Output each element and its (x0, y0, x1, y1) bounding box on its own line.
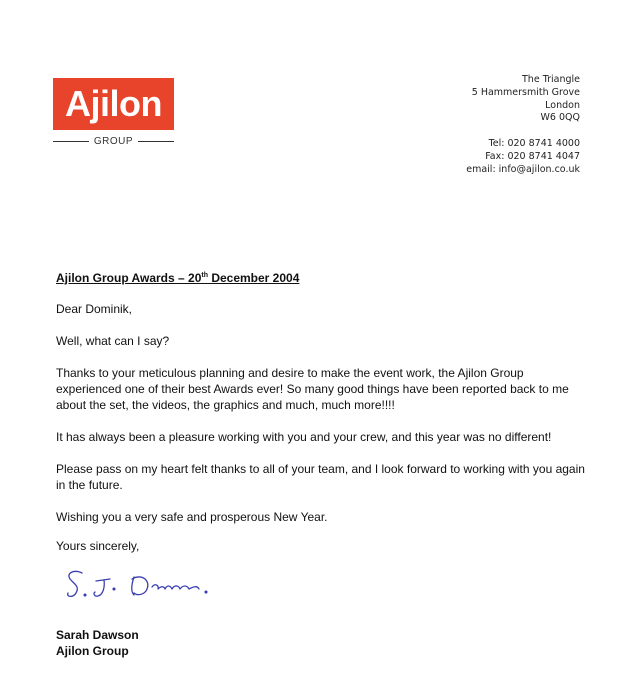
address-line: W6 0QQ (540, 112, 580, 124)
address-line: 5 Hammersmith Grove (471, 86, 580, 98)
signer-organization: Ajilon Group (56, 644, 129, 658)
logo-wordmark: Ajilon (53, 78, 174, 130)
logo-rule-right (138, 141, 174, 142)
salutation: Dear Dominik, (56, 302, 133, 316)
paragraph: Wishing you a very safe and prosperous New Year. (56, 510, 328, 524)
address-line: The Triangle (522, 74, 580, 85)
signer-name: Sarah Dawson (56, 628, 139, 642)
letter-subject: Ajilon Group Awards – 20th December 2004 (56, 271, 300, 285)
logo-rule-left (53, 141, 89, 142)
paragraph: Thanks to your meticulous planning and desire to make the event work, the Ajilon Group experienced one of their best Awards ever! So many good things have been reported back to me about the set, the videos, the graphics and much, much more!!!! (56, 366, 569, 412)
address-line: London (545, 99, 580, 111)
paragraph: It has always been a pleasure working with you and your crew, and this year was no different! (56, 430, 552, 444)
logo-subtitle (53, 136, 174, 147)
contact-line: email: info@ajilon.co.uk (466, 163, 580, 175)
company-address (466, 74, 580, 177)
logo-group-text: GROUP (93, 136, 134, 147)
contact-line: Tel: 020 8741 4000 (488, 138, 580, 150)
company-logo (53, 78, 174, 152)
closing: Yours sincerely, (56, 539, 140, 553)
signer-block (56, 627, 139, 659)
letter-body (56, 268, 586, 570)
handwritten-signature (62, 567, 242, 607)
contact-line: Fax: 020 8741 4047 (485, 150, 580, 162)
paragraph: Please pass on my heart felt thanks to all of your team, and I look forward to working with you again in the future. (56, 462, 585, 492)
paragraph: Well, what can I say? (56, 334, 170, 348)
